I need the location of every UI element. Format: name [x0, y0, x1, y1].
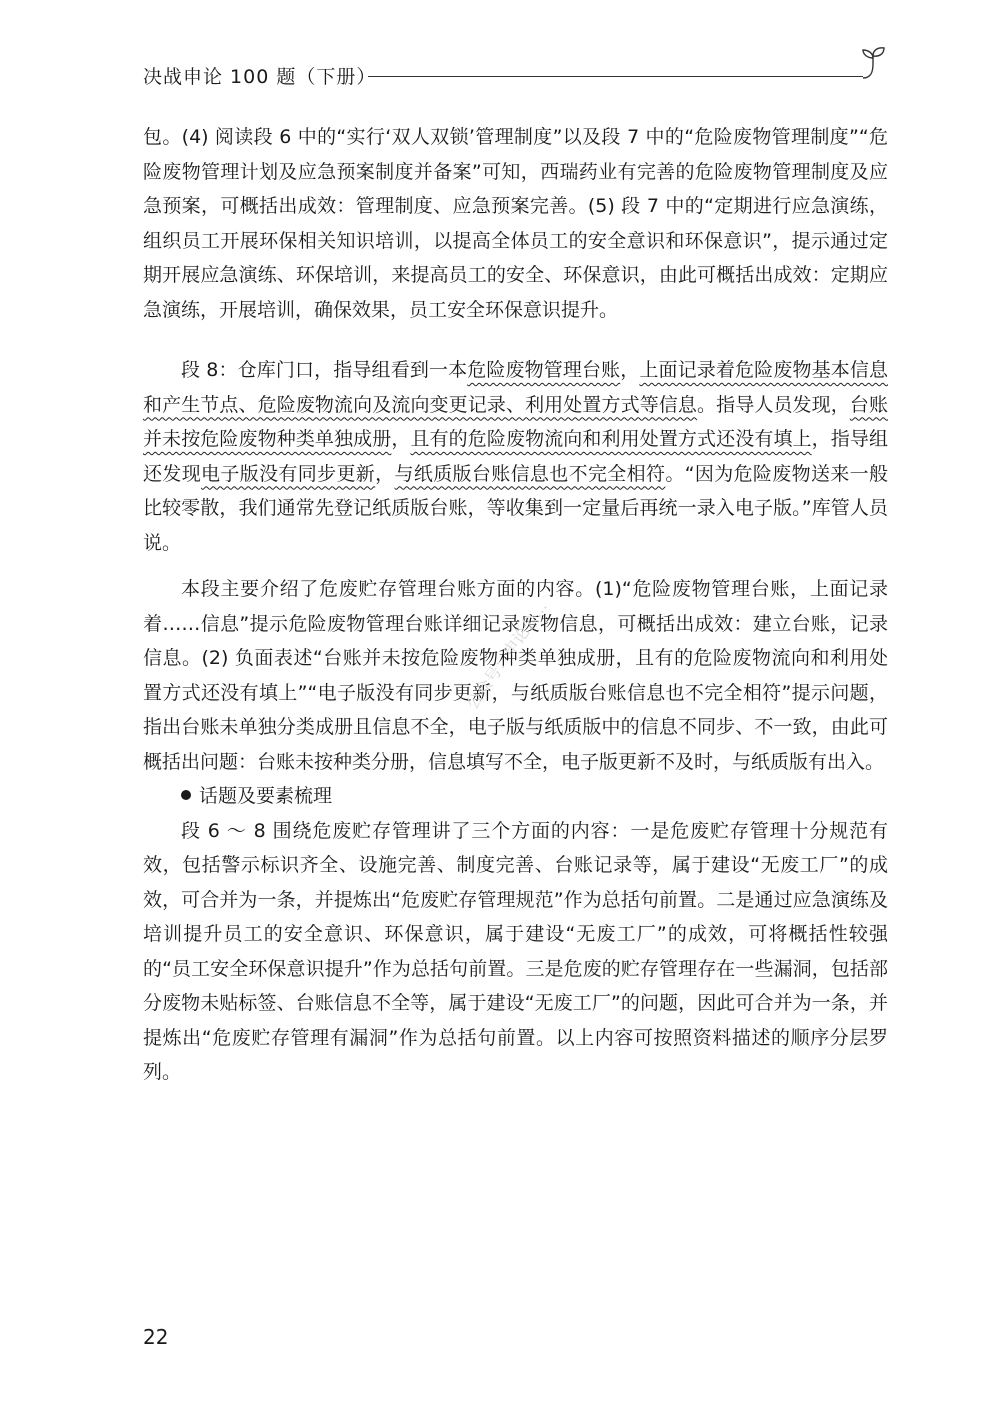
paragraph-summary: 段 6 ～ 8 围绕危废贮存管理讲了三个方面的内容：一是危废贮存管理十分规范有效，包括警示标识齐全、设施完善、制度完善、台账记录等，属于建设“无废工厂”的成效，可合并为一条，并提炼出“危废贮存管理规范”作为总括句前置。二是通过应急演练及培训提升员工的安全意识、环保意识，属于建设“无废工厂”的成效，可将概括性较强的“员工安全环保意识提升”作为总括句前置。三是危废的贮存管理存在一些漏洞，包括部分废物未贴标签、台账信息不全等，属于建设“无废工厂”的问题，因此可合并为一条，并提炼出“危废贮存管理有漏洞”作为总括句前置。以上内容可按照资料描述的顺序分层罗列。	[143, 819, 888, 1083]
paragraph-continuation: 包。(4) 阅读段 6 中的“实行‘双人双锁’管理制度”以及段 7 中的“危险废物管理制度”“危险废物管理计划及应急预案制度并备案”可知，西瑞药业有完善的危险废物管理制度及应急预案，可概括出成效：管理制度、应急预案完善。(5) 段 7 中的“定期进行应急演练，组织员工开展环保相关知识培训，以提高全体员工的安全意识和环保意识”，提示通过定期开展应急演练、环保培训，来提高员工的安全、环保意识，由此可概括出成效：定期应急演练，开展培训，确保效果，员工安全环保意识提升。	[143, 126, 888, 321]
underlined-phrase: 电子版没有同步更新	[201, 462, 376, 485]
underlined-phrase: 且有的危险废物流向和利用处置方式还没有填上	[410, 428, 812, 450]
page-number: 22	[143, 1325, 169, 1349]
underlined-phrase: 上面记录着危险废物基本信息和产生节点、危险废物流向及流向变更记录、利用处置方式等信息	[143, 359, 888, 416]
section-heading: 话题及要素梳理	[143, 779, 888, 814]
sprout-icon	[855, 44, 895, 84]
paragraph-quote-8: 段 8：仓库门口，指导组看到一本危险废物管理台账，上面记录着危险废物基本信息和产生节点、危险废物流向及流向变更记录、利用处置方式等信息。指导人员发现，台账并未按危险废物种类单独成册，且有的危险废物流向和利用处置方式还没有填上，指导组还发现电子版没有同步更新，与纸质版台账信息也不完全相符。“因为危险废物送来一般比较零散，我们通常先登记纸质版台账，等收集到一定量后再统一录入电子版。”库管人员说。	[143, 359, 888, 554]
running-header	[143, 58, 888, 98]
header-rule	[368, 76, 863, 77]
underlined-phrase: 与纸质版台账信息也不完全相符	[394, 462, 666, 485]
bullet-icon	[181, 790, 191, 800]
watermark: 公众号：申论公...	[462, 597, 552, 713]
book-title: 决战申论 100 题（下册）	[143, 66, 377, 88]
paragraph-analysis: 本段主要介绍了危废贮存管理台账方面的内容。(1)“危险废物管理台账，上面记录着……信息”提示危险废物管理台账详细记录废物信息，可概括出成效：建立台账，记录信息。(2) 负面表述“台账并未按危险废物种类单独成册，且有的危险废物流向和利用处置方式还没有填上”“电子版没有同步更新，与纸质版台账信息也不完全相符”提示问题，指出台账未单独分类成册且信息不全，电子版与纸质版中的信息不同步、不一致，由此可概括出问题：台账未按种类分册，信息填写不全，电子版更新不及时，与纸质版有出入。	[143, 578, 888, 773]
page-body	[143, 120, 888, 1090]
underlined-phrase: 危险废物管理台账	[467, 359, 621, 381]
underlined-phrase: 台账并未按危险废物种类单独成册	[143, 393, 888, 450]
